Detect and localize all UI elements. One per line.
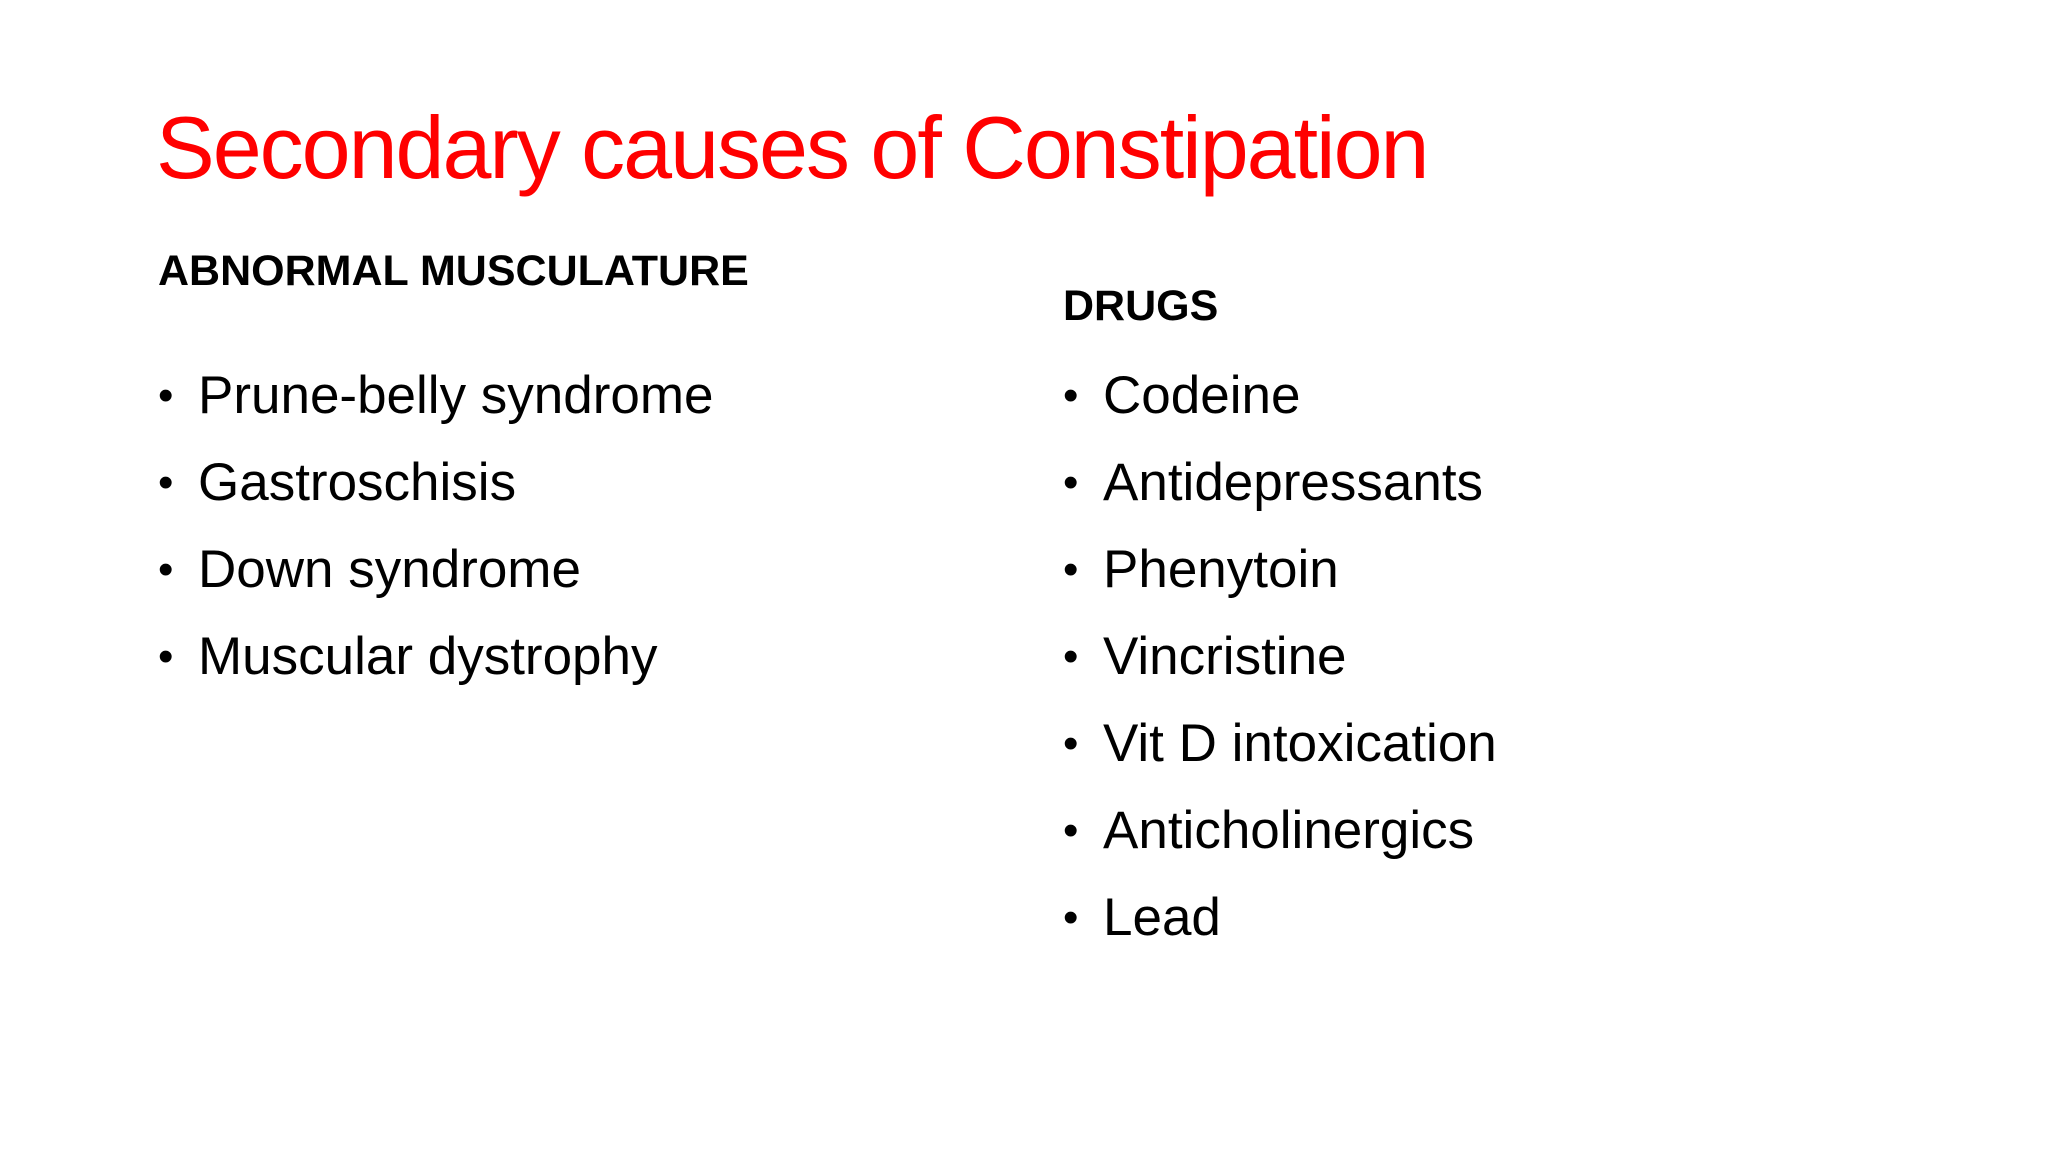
list-item: [1063, 700, 1497, 787]
list-item-label: Vit D intoxication: [1103, 714, 1497, 773]
list-item-label: Prune-belly syndrome: [198, 366, 714, 425]
bullet-icon: •: [1063, 457, 1079, 507]
list-item: [1063, 352, 1497, 439]
bullet-icon: •: [158, 370, 174, 420]
list-item: [1063, 874, 1497, 961]
list-item: [158, 352, 714, 439]
bullet-icon: •: [158, 631, 174, 681]
list-item-label: Anticholinergics: [1103, 801, 1475, 860]
bullet-icon: •: [1063, 544, 1079, 594]
list-item: [158, 439, 714, 526]
bullet-icon: •: [158, 544, 174, 594]
list-item-label: Codeine: [1103, 366, 1301, 425]
bullet-icon: •: [1063, 805, 1079, 855]
bullet-icon: •: [1063, 892, 1079, 942]
right-column-heading: DRUGS: [1063, 282, 1219, 330]
bullet-icon: •: [1063, 631, 1079, 681]
list-item: [158, 526, 714, 613]
left-column-heading: ABNORMAL MUSCULATURE: [158, 247, 749, 295]
list-item: [158, 613, 714, 700]
slide-title: Secondary causes of Constipation: [156, 98, 1428, 197]
list-item: [1063, 526, 1497, 613]
list-item: [1063, 787, 1497, 874]
list-item: [1063, 439, 1497, 526]
list-item-label: Muscular dystrophy: [198, 627, 658, 686]
list-item-label: Phenytoin: [1103, 540, 1339, 599]
bullet-icon: •: [158, 457, 174, 507]
list-item-label: Lead: [1103, 888, 1221, 947]
list-item-label: Vincristine: [1103, 627, 1347, 686]
list-item-label: Antidepressants: [1103, 453, 1484, 512]
list-item-label: Down syndrome: [198, 540, 581, 599]
bullet-icon: •: [1063, 718, 1079, 768]
list-item: [1063, 613, 1497, 700]
bullet-icon: •: [1063, 370, 1079, 420]
left-bullet-list: [158, 352, 714, 700]
right-bullet-list: [1063, 352, 1497, 961]
list-item-label: Gastroschisis: [198, 453, 517, 512]
